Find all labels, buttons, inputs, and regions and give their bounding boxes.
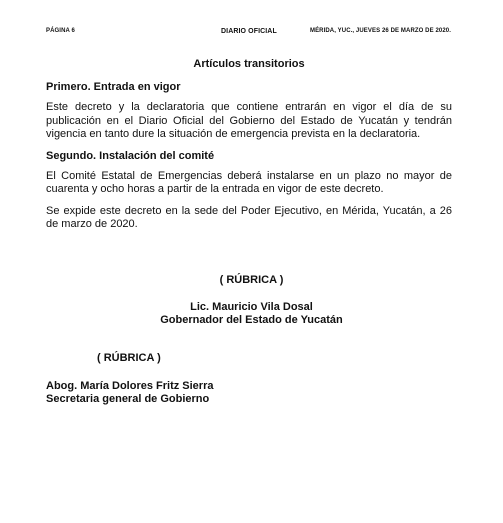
header-location-date: MÉRIDA, YUC., JUEVES 26 DE MARZO DE 2020. — [309, 28, 451, 34]
article-2-title: Segundo. Instalación del comité — [46, 149, 215, 162]
signature-block-governor — [0, 301, 503, 327]
signer-name-governor: Lic. Mauricio Vila Dosal — [190, 301, 313, 313]
signer-position-secretary: Secretaria general de Gobierno — [46, 393, 210, 405]
section-title: Artículos transitorios — [193, 58, 305, 70]
signer-name-secretary: Abog. María Dolores Fritz Sierra — [46, 380, 214, 392]
closing-text: Se expide este decreto en la sede del Poder Ejecutivo, en Mérida, Yucatán, a 26 de marzo de 2020. — [46, 204, 452, 230]
document-body — [46, 58, 452, 232]
article-2-text: El Comité Estatal de Emergencias deberá instalarse en un plazo no mayor de cuarenta y ocho horas a partir de la entrada en vigor de este decreto. — [46, 169, 452, 195]
signer-position-governor: Gobernador del Estado de Yucatán — [160, 314, 343, 326]
article-1-text: Este decreto y la declaratoria que contiene entrarán en vigor el día de su publicación en el Diario Oficial del Gobierno del Estado de Yucatán y tendrán vigencia en tanto dure la situación de emergencia prevista en la declaratoria. — [46, 101, 452, 140]
article-1-title: Primero. Entrada en vigor — [46, 81, 181, 93]
page-header — [46, 28, 451, 38]
publication-name: DIARIO OFICIAL — [221, 28, 277, 35]
page-number: PÁGINA 6 — [46, 28, 75, 34]
rubrica-governor: ( RÚBRICA ) — [219, 274, 284, 286]
rubrica-secretary: ( RÚBRICA ) — [97, 352, 161, 364]
signature-block-secretary — [46, 380, 213, 406]
